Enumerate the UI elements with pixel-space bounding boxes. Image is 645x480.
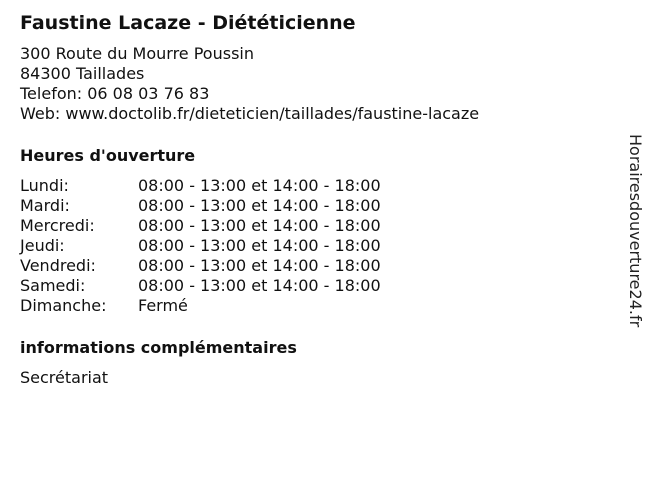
time-range: 08:00 - 13:00 et 14:00 - 18:00 [138,276,381,295]
time-range: 08:00 - 13:00 et 14:00 - 18:00 [138,256,381,275]
hours-row-sunday [20,296,600,316]
business-card [20,10,600,388]
time-range: 08:00 - 13:00 et 14:00 - 18:00 [138,236,381,255]
website-url: Web: www.doctolib.fr/dieteticien/taillades/faustine-lacaze [20,104,480,123]
phone-number: Telefon: 06 08 03 76 83 [20,84,210,103]
opening-hours-table [20,176,600,316]
day-label: Lundi: [20,176,69,195]
hours-row-friday [20,256,600,276]
day-label: Dimanche: [20,296,107,315]
site-watermark: Horairesdouverture24.fr [626,134,645,328]
postal-city: 84300 Taillades [20,64,145,83]
hours-row-wednesday [20,216,600,236]
hours-row-monday [20,176,600,196]
day-label: Mercredi: [20,216,95,235]
additional-info-heading: informations complémentaires [20,338,297,357]
time-range: Fermé [138,296,188,315]
address-block [20,44,600,124]
day-label: Jeudi: [20,236,65,255]
business-name: Faustine Lacaze - Diététicienne [20,12,356,34]
street-address: 300 Route du Mourre Poussin [20,44,254,63]
hours-row-thursday [20,236,600,256]
time-range: 08:00 - 13:00 et 14:00 - 18:00 [138,176,381,195]
hours-row-saturday [20,276,600,296]
day-label: Samedi: [20,276,86,295]
time-range: 08:00 - 13:00 et 14:00 - 18:00 [138,196,381,215]
day-label: Vendredi: [20,256,96,275]
additional-info-text: Secrétariat [20,368,109,387]
opening-hours-heading: Heures d'ouverture [20,146,196,165]
time-range: 08:00 - 13:00 et 14:00 - 18:00 [138,216,381,235]
hours-row-tuesday [20,196,600,216]
day-label: Mardi: [20,196,70,215]
